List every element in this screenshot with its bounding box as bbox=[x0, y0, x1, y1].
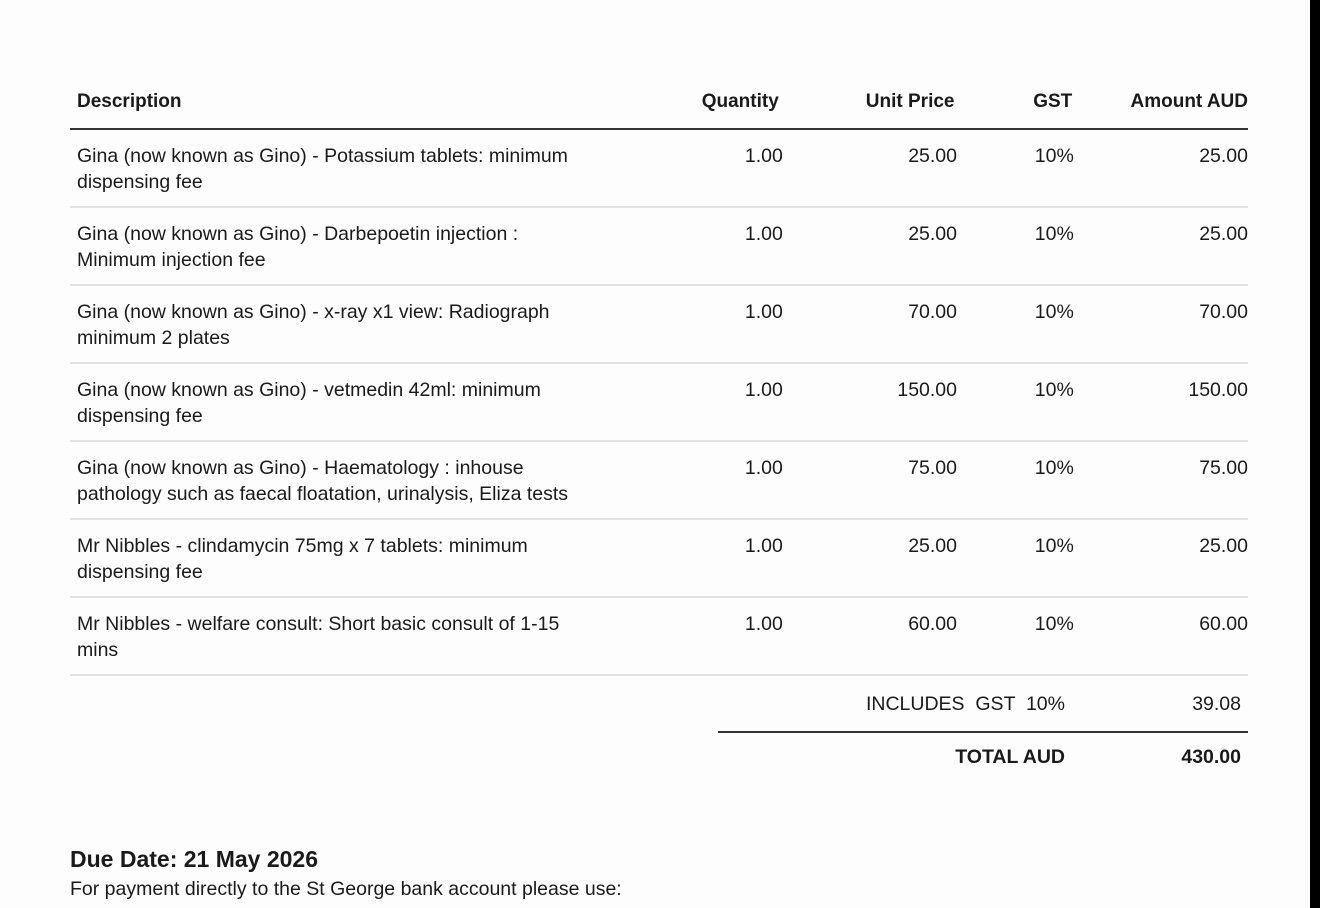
row-gst: 10% bbox=[1034, 223, 1074, 245]
row-unit-price: 150.00 bbox=[897, 379, 958, 401]
header-gst: GST bbox=[1033, 91, 1073, 112]
row-quantity: 1.00 bbox=[744, 223, 783, 245]
row-quantity: 1.00 bbox=[744, 379, 783, 401]
row-gst: 10% bbox=[1034, 145, 1074, 167]
total-row bbox=[718, 745, 1248, 775]
row-quantity: 1.00 bbox=[744, 613, 783, 635]
table-row bbox=[70, 130, 1248, 208]
row-description: Gina (now known as Gino) - Potassium tablets: minimum dispensing fee bbox=[77, 145, 568, 193]
table-row bbox=[70, 598, 1248, 676]
row-quantity: 1.00 bbox=[744, 535, 783, 557]
gst-summary-label: INCLUDES GST 10% bbox=[865, 693, 1065, 715]
row-amount: 150.00 bbox=[1188, 379, 1249, 401]
header-quantity: Quantity bbox=[701, 91, 779, 112]
row-amount: 25.00 bbox=[1199, 223, 1249, 245]
row-description: Mr Nibbles - clindamycin 75mg x 7 tablets: minimum dispensing fee bbox=[77, 535, 528, 583]
total-value: 430.00 bbox=[1181, 746, 1241, 768]
table-header bbox=[70, 84, 1248, 130]
row-unit-price: 60.00 bbox=[908, 613, 958, 635]
total-label: TOTAL AUD bbox=[955, 746, 1065, 768]
row-gst: 10% bbox=[1034, 457, 1074, 479]
row-amount: 75.00 bbox=[1199, 457, 1249, 479]
header-unit-price: Unit Price bbox=[865, 91, 955, 112]
header-description: Description bbox=[77, 91, 182, 112]
row-amount: 25.00 bbox=[1199, 535, 1249, 557]
row-description: Gina (now known as Gino) - x-ray x1 view: Radiograph minimum 2 plates bbox=[77, 301, 550, 349]
row-unit-price: 25.00 bbox=[908, 145, 958, 167]
gst-summary-value: 39.08 bbox=[1192, 693, 1241, 715]
header-amount: Amount AUD bbox=[1130, 91, 1248, 112]
row-description: Gina (now known as Gino) - Haematology : inhouse pathology such as faecal floatation, urinalysis, Eliza tests bbox=[77, 457, 569, 505]
row-amount: 70.00 bbox=[1199, 301, 1249, 323]
table-row bbox=[70, 364, 1248, 442]
row-unit-price: 75.00 bbox=[908, 457, 958, 479]
row-amount: 60.00 bbox=[1199, 613, 1249, 635]
gst-summary-row bbox=[718, 692, 1248, 733]
table-row bbox=[70, 520, 1248, 598]
row-gst: 10% bbox=[1034, 301, 1074, 323]
row-unit-price: 25.00 bbox=[908, 535, 958, 557]
row-quantity: 1.00 bbox=[744, 145, 783, 167]
row-gst: 10% bbox=[1034, 535, 1074, 557]
invoice-table bbox=[70, 84, 1248, 676]
table-row bbox=[70, 208, 1248, 286]
row-unit-price: 70.00 bbox=[908, 301, 958, 323]
row-gst: 10% bbox=[1034, 379, 1074, 401]
row-unit-price: 25.00 bbox=[908, 223, 958, 245]
row-quantity: 1.00 bbox=[744, 301, 783, 323]
row-description: Gina (now known as Gino) - vetmedin 42ml: minimum dispensing fee bbox=[77, 379, 541, 427]
table-row bbox=[70, 442, 1248, 520]
due-date: Due Date: 21 May 2026 bbox=[70, 846, 319, 872]
table-row bbox=[70, 286, 1248, 364]
row-description: Gina (now known as Gino) - Darbepoetin injection : Minimum injection fee bbox=[77, 223, 519, 271]
row-quantity: 1.00 bbox=[744, 457, 783, 479]
row-description: Mr Nibbles - welfare consult: Short basic consult of 1-15 mins bbox=[77, 613, 560, 661]
payment-note: For payment directly to the St George bank account please use: bbox=[70, 878, 622, 900]
row-gst: 10% bbox=[1034, 613, 1074, 635]
row-amount: 25.00 bbox=[1199, 145, 1249, 167]
